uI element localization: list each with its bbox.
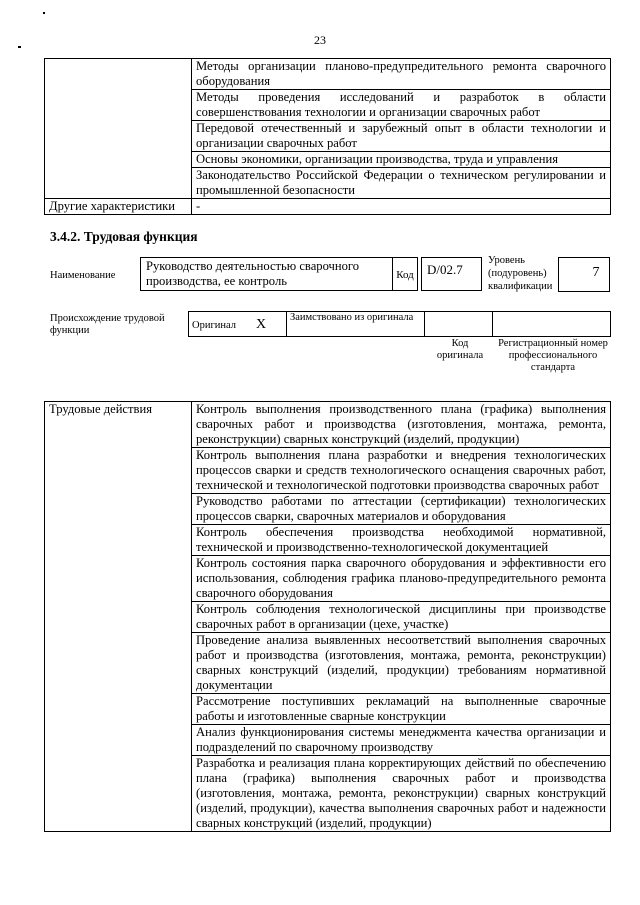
name-label: Наименование [50,270,116,281]
table-cell: Контроль состояния парка сварочного оборудования и эффективности его использования, соблюдения графика планово-предупредительного ремонта сварочного оборудования [192,556,611,602]
table-cell: Контроль выполнения производственного плана (графика) выполнения сварочных работ и производства (изготовления, монтажа, ремонта, реконструкции) сварных конструкций (изделий, продукции) [192,402,611,448]
table-cell: Контроль соблюдения технологической дисциплины при производстве сварочных работ в организации (цехе, участке) [192,602,611,633]
labor-actions-table [44,401,611,832]
original-mark: X [256,317,267,332]
row-label: Трудовые действия [45,402,192,832]
code-caption: Код оригинала [436,338,484,361]
table-cell: Проведение анализа выявленных несоответствий выполнения сварочных работ и производства (изготовления, монтажа, ремонта, реконструкции) сварных конструкций (изделий, продукции) требованиям нормативной документации [192,633,611,694]
borrowed-label: Заимствовано из оригинала [287,312,425,337]
level-label-line: Уровень [488,255,525,266]
table-cell: Основы экономики, организации производства, труда и управления [192,152,611,168]
section-title: 3.4.2. Трудовая функция [50,229,198,244]
code-label: Код [393,257,418,291]
table-cell: Руководство работами по аттестации (сертификации) технологических процессов сварки, сварочных материалов и оборудования [192,494,611,525]
scan-speck [43,12,45,14]
table-cell: Методы организации планово-предупредительного ремонта сварочного оборудования [192,59,611,90]
table-cell: Разработка и реализация плана корректирующих действий по обеспечению плана (графика) выполнения сварочных работ и производства (изготовления, монтажа, ремонта, реконструкции) сварных конструкций (изделий, продукции), качества выполнения сварочных работ и надежности сварных конструкций (изделий, продукции) [192,756,611,832]
row-label: Другие характеристики [45,199,192,215]
empty-label-cell [45,59,192,199]
table-cell: Контроль выполнения плана разработки и внедрения технологических процессов сварки и средств технологического оснащения сварочных работ, технической и технологической подготовки производства сварочных работ [192,448,611,494]
function-code-value: D/02.7 [421,257,482,291]
table-cell: Анализ функционирования системы менеджмента качества организации и подразделений по сварочному производству [192,725,611,756]
page-number: 23 [314,33,326,47]
level-label [488,254,552,293]
knowledge-table [44,58,611,215]
table-cell: Рассмотрение поступивших рекламаций на выполненные сварочные работы и изготовленные сварные конструкции [192,694,611,725]
level-value: 7 [592,265,600,280]
level-label-line: (подуровень) [488,268,547,279]
table-cell: Законодательство Российской Федерации о техническом регулировании и промышленной безопасности [192,168,611,199]
table-cell: Передовой отечественный и зарубежный опыт в области технологии и организации сварочных работ [192,121,611,152]
original-label: Оригинал [192,320,236,331]
origin-code-cell [425,312,493,337]
origin-label: Происхождение трудовой функции [50,313,165,336]
function-name-value: Руководство деятельностью сварочного производства, ее контроль [140,257,393,291]
origin-table [188,311,611,337]
table-cell: Контроль обеспечения производства необходимой нормативной, технической и производственно-технологической документацией [192,525,611,556]
original-cell [189,312,287,337]
table-cell: Методы проведения исследований и разработок в области совершенствования технологии и организации сварочных работ [192,90,611,121]
reg-caption: Регистрационный номер профессионального стандарта [498,338,608,373]
origin-reg-cell [493,312,611,337]
level-label-line: квалификации [488,281,553,292]
table-cell: - [192,199,611,215]
